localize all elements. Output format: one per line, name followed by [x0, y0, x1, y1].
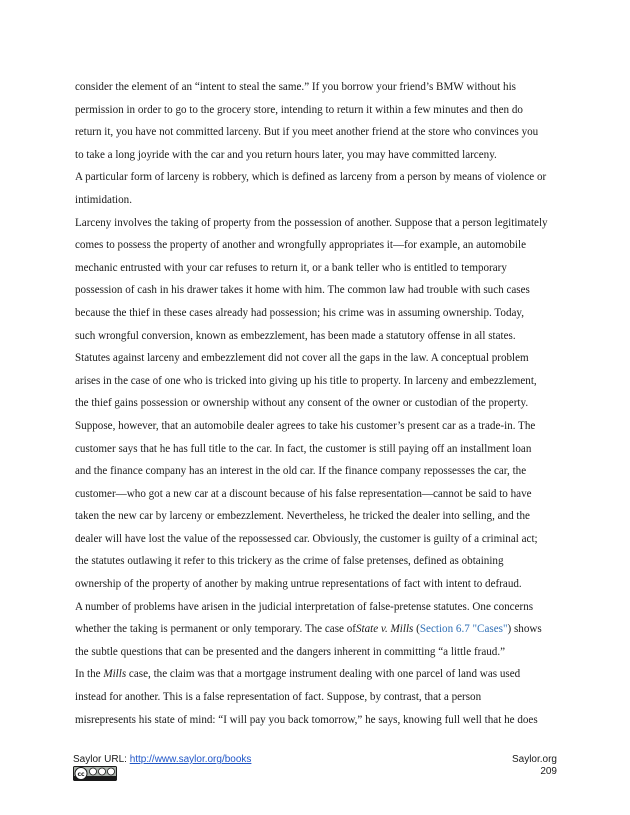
text-line: the thief gains possession or ownership without any consent of the owner or custodian of the property. [75, 397, 529, 410]
text-fragment: case, the claim was that a mortgage instrument dealing with one parcel of land was used [126, 668, 521, 681]
text-fragment: whether the taking is permanent or only temporary. The case of [75, 623, 356, 636]
text-fragment: ( [413, 623, 420, 636]
text-line: mechanic entrusted with your car refuses to return it, or a bank teller who is entitled to temporary [75, 261, 507, 274]
cc-license-icon [73, 766, 117, 781]
source-url-link[interactable]: http://www.saylor.org/books [129, 754, 252, 765]
text-line-with-link [75, 618, 560, 641]
text-line: customer says that he has full title to the car. In fact, the customer is still paying off an installment loan [75, 442, 532, 455]
text-line: return it, you have not committed larceny. But if you meet another friend at the store who convinces you [75, 126, 539, 139]
source-label: Saylor URL: [73, 754, 130, 765]
text-line: because the thief in these cases already had possession; his crime was in assuming ownership. Today, [75, 306, 525, 319]
text-fragment: ) shows [507, 623, 542, 636]
text-line: dealer will have lost the value of the repossessed car. Obviously, the customer is guilty of a criminal act; [75, 532, 538, 545]
text-line: customer—who got a new car at a discount because of his false representation—cannot be said to have [75, 487, 532, 500]
case-name: State v. Mills [355, 623, 414, 636]
text-line: such wrongful conversion, known as embezzlement, has been made a statutory offense in all states. [75, 329, 516, 342]
text-line: permission in order to go to the grocery store, intending to return it within a few minutes and then do [75, 103, 523, 116]
text-line: intimidation. [75, 193, 133, 206]
text-line: misrepresents his state of mind: “I will pay you back tomorrow,” he says, knowing full well that he does [75, 713, 538, 726]
body-text [75, 76, 560, 731]
text-line: Larceny involves the taking of property from the possession of another. Suppose that a person legitimately [75, 216, 548, 229]
text-line: comes to possess the property of another and wrongfully appropriates it—for example, an automobile [75, 239, 527, 252]
text-line: the statutes outlawing it refer to this trickery as the crime of false pretenses, defined as obtaining [75, 555, 504, 568]
text-line: and the finance company has an interest in the old car. If the finance company repossesses the car, the [75, 465, 527, 478]
cc-license-badge [73, 766, 117, 781]
text-line: possession of cash in his drawer takes it home with him. The common law had trouble with such cases [75, 284, 530, 297]
text-line: the subtle questions that can be presented and the dangers inherent in committing “a little fraud.” [75, 645, 506, 658]
text-line: Statutes against larceny and embezzlement did not cover all the gaps in the law. A conceptual problem [75, 352, 529, 365]
text-line: instead for another. This is a false representation of fact. Suppose, by contrast, that a person [75, 691, 482, 704]
footer-source [73, 754, 251, 766]
text-line: consider the element of an “intent to steal the same.” If you borrow your friend’s BMW without his [75, 81, 516, 93]
case-name: Mills [103, 668, 127, 681]
page-number: 209 [540, 766, 557, 777]
svg-text:cc: cc [77, 771, 85, 778]
publisher-name: Saylor.org [511, 754, 557, 765]
text-line: ownership of the property of another by making untrue representations of fact with intent to defraud. [75, 578, 522, 591]
text-line: Suppose, however, that an automobile dealer agrees to take his customer’s present car as a trade-in. The [75, 419, 536, 432]
text-line: arises in the case of one who is tricked into giving up his title to property. In larceny and embezzlement, [75, 374, 537, 387]
section-link[interactable]: Section 6.7 "Cases" [419, 623, 508, 636]
text-line: taken the new car by larceny or embezzlement. Nevertheless, he tricked the dealer into selling, and the [75, 510, 530, 523]
text-line: to take a long joyride with the car and you return hours later, you may have committed larceny. [75, 148, 497, 161]
text-line: A number of problems have arisen in the judicial interpretation of false-pretense statutes. One concerns [75, 600, 534, 613]
text-line [75, 663, 560, 686]
text-fragment: In the [75, 668, 104, 681]
footer-right [512, 754, 557, 778]
text-line: A particular form of larceny is robbery, which is defined as larceny from a person by means of violence or [75, 171, 547, 184]
